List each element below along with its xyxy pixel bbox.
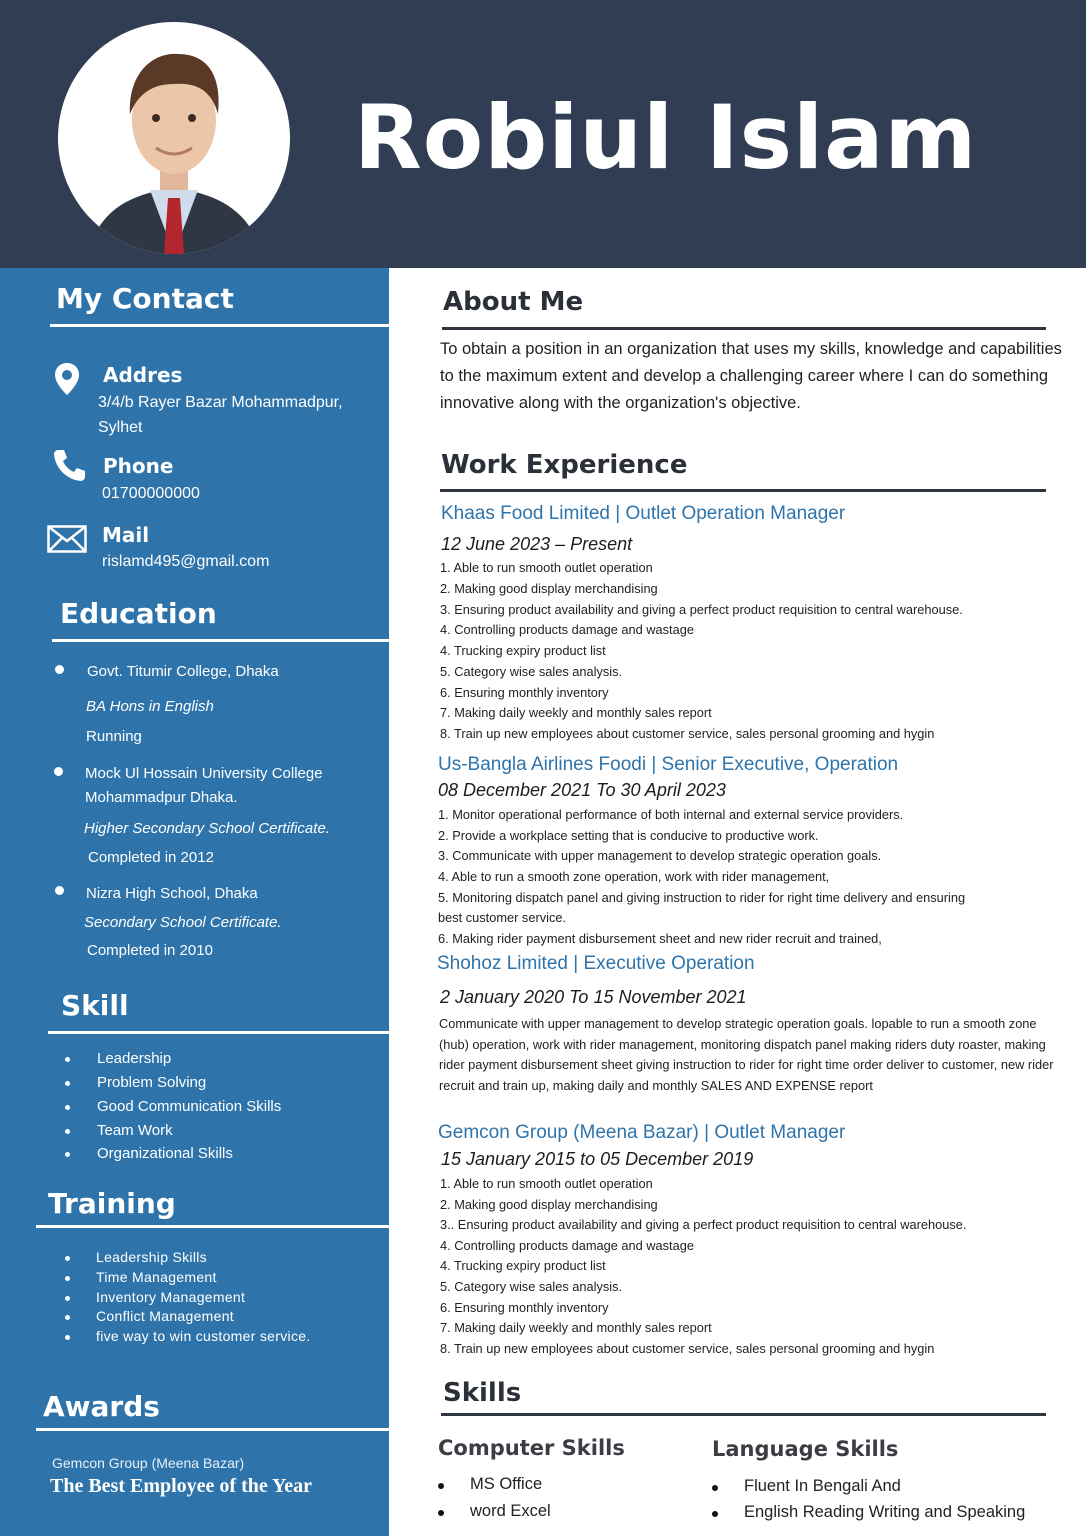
training-item: Time Management: [96, 1269, 217, 1285]
job-duty: 4. Controlling products damage and wastage: [440, 1238, 694, 1253]
job-duty: 5. Category wise sales analysis.: [440, 664, 623, 679]
training-heading: Training: [48, 1187, 176, 1220]
awards-divider: [36, 1428, 389, 1431]
training-item: Conflict Management: [96, 1308, 234, 1324]
skill-bullet: [65, 1105, 70, 1110]
job-duty: 4. Controlling products damage and wastage: [440, 622, 694, 637]
phone-label: Phone: [103, 454, 174, 478]
contact-heading: My Contact: [56, 282, 234, 315]
edu-institution: Govt. Titumir College, Dhaka: [87, 663, 279, 680]
language-skill-bullet: [712, 1511, 718, 1517]
skill-bullet: [65, 1081, 70, 1086]
training-item: Inventory Management: [96, 1289, 246, 1305]
skill-item: Problem Solving: [97, 1074, 207, 1091]
training-bullet: [65, 1276, 70, 1281]
training-divider: [36, 1225, 389, 1228]
education-bullet: [55, 665, 64, 674]
skill-heading: Skill: [61, 989, 129, 1022]
edu-status: Completed in 2010: [87, 942, 213, 959]
job-title: Gemcon Group (Meena Bazar) | Outlet Manager: [438, 1122, 846, 1143]
computer-skill-item: MS Office: [470, 1475, 543, 1493]
address-line1: 3/4/b Rayer Bazar Mohammadpur,: [98, 394, 343, 411]
skill-bullet: [65, 1129, 70, 1134]
job-duty: best customer service.: [438, 910, 567, 925]
language-skill-item: Fluent In Bengali And: [744, 1477, 901, 1495]
phone-icon: [52, 448, 88, 482]
job-duty: 8. Train up new employees about customer service, sales personal grooming and hygin: [440, 726, 935, 741]
header-banner: [0, 0, 1086, 268]
computer-skill-bullet: [438, 1510, 444, 1516]
computer-skills-heading: Computer Skills: [438, 1436, 625, 1460]
skill-bullet: [65, 1152, 70, 1157]
person-avatar-icon: [58, 22, 290, 254]
skills-heading: Skills: [443, 1378, 522, 1408]
skill-bullet: [65, 1057, 70, 1062]
education-bullet: [54, 767, 63, 776]
location-pin-icon: [54, 362, 80, 396]
job-date: 15 January 2015 to 05 December 2019: [441, 1149, 754, 1169]
mail-icon: [47, 525, 87, 553]
skill-item: Team Work: [97, 1122, 173, 1139]
contact-divider: [50, 324, 389, 327]
candidate-name: Robiul Islam: [354, 86, 978, 189]
address-label: Addres: [103, 363, 183, 387]
job-duty: 4. Trucking expiry product list: [440, 643, 606, 658]
skills-divider: [441, 1413, 1046, 1416]
edu-status: Completed in 2012: [88, 849, 214, 866]
training-item: five way to win customer service.: [96, 1328, 311, 1344]
training-bullet: [65, 1315, 70, 1320]
about-divider: [442, 327, 1046, 330]
job-duty: 6. Ensuring monthly inventory: [440, 685, 609, 700]
job-duty: 1. Able to run smooth outlet operation: [440, 560, 653, 575]
work-heading: Work Experience: [441, 450, 688, 480]
job-duty: 3.. Ensuring product availability and giving a perfect product requisition to central warehouse.: [440, 1217, 967, 1232]
job-date: 12 June 2023 – Present: [441, 534, 633, 554]
computer-skill-item: word Excel: [470, 1502, 551, 1520]
job-duty: 2. Making good display merchandising: [440, 1197, 658, 1212]
award-title: The Best Employee of the Year: [50, 1475, 312, 1497]
edu-institution: Nizra High School, Dhaka: [86, 885, 258, 902]
skill-item: Leadership: [97, 1050, 172, 1067]
education-bullet: [55, 886, 64, 895]
skill-item: Organizational Skills: [97, 1145, 233, 1162]
education-heading: Education: [60, 597, 217, 630]
edu-status: Running: [86, 728, 142, 745]
training-bullet: [65, 1256, 70, 1261]
profile-photo: [58, 22, 290, 254]
language-skills-heading: Language Skills: [712, 1437, 899, 1461]
edu-degree: BA Hons in English: [86, 698, 214, 715]
edu-institution-line2: Mohammadpur Dhaka.: [85, 789, 238, 806]
job-duty: 4. Able to run a smooth zone operation, work with rider management,: [438, 869, 830, 884]
job-date: 2 January 2020 To 15 November 2021: [440, 987, 747, 1007]
mail-label: Mail: [102, 523, 150, 547]
job-duty: 5. Monitoring dispatch panel and giving instruction to rider for right time delivery and ensuring: [438, 890, 966, 905]
job-title: Khaas Food Limited | Outlet Operation Manager: [441, 503, 846, 524]
job-duty: 8. Train up new employees about customer service, sales personal grooming and hygin: [440, 1341, 935, 1356]
job-description: Communicate with upper management to develop strategic operation goals. lopable to run a smooth zone (hub) operation, work with rider management, monitoring dispatch panel making riders duty roaster, making rider payment disbursement sheet giving instruction to rider for right time order deliver to customer, new rider recruit and train up, making daily and monthly SALES AND EXPENSE report: [439, 1016, 1054, 1094]
language-skill-bullet: [712, 1485, 718, 1491]
computer-skill-bullet: [438, 1483, 444, 1489]
edu-institution: Mock Ul Hossain University College: [85, 765, 323, 782]
skill-divider: [48, 1031, 389, 1034]
job-duty: 1. Monitor operational performance of both internal and external service providers.: [438, 807, 904, 822]
award-organization: Gemcon Group (Meena Bazar): [52, 1455, 245, 1471]
job-duty: 4. Trucking expiry product list: [440, 1258, 606, 1273]
education-divider: [52, 639, 389, 642]
email-address[interactable]: rislamd495@gmail.com: [102, 553, 270, 570]
skill-item: Good Communication Skills: [97, 1098, 282, 1115]
job-duty: 7. Making daily weekly and monthly sales report: [440, 1320, 712, 1335]
job-duty: 1. Able to run smooth outlet operation: [440, 1176, 653, 1191]
job-title: Shohoz Limited | Executive Operation: [437, 953, 755, 974]
job-duty: 5. Category wise sales analysis.: [440, 1279, 623, 1294]
job-duty: 6. Making rider payment disbursement sheet and new rider recruit and trained,: [438, 931, 882, 946]
training-bullet: [65, 1335, 70, 1340]
training-item: Leadership Skills: [96, 1249, 207, 1265]
job-title: Us-Bangla Airlines Foodi | Senior Executive, Operation: [438, 754, 899, 775]
edu-degree: Higher Secondary School Certificate.: [84, 820, 330, 837]
awards-heading: Awards: [43, 1390, 160, 1423]
phone-number: 01700000000: [102, 485, 200, 502]
work-divider: [440, 489, 1046, 492]
job-duty: 3. Ensuring product availability and giving a perfect product requisition to central warehouse.: [440, 602, 963, 617]
about-heading: About Me: [443, 287, 584, 317]
job-date: 08 December 2021 To 30 April 2023: [438, 780, 726, 800]
edu-degree: Secondary School Certificate.: [84, 914, 282, 931]
language-skill-item: English Reading Writing and Speaking: [744, 1503, 1026, 1521]
about-text: To obtain a position in an organization that uses my skills, knowledge and capabilities to the maximum extent and develop a challenging career where I can do something innovative along with the organization's objective.: [440, 340, 1062, 412]
job-duty: 2. Making good display merchandising: [440, 581, 658, 596]
job-duty: 7. Making daily weekly and monthly sales report: [440, 705, 712, 720]
job-duty: 2. Provide a workplace setting that is conducive to productive work.: [438, 828, 819, 843]
training-bullet: [65, 1296, 70, 1301]
job-duty: 3. Communicate with upper management to develop strategic operation goals.: [438, 848, 882, 863]
address-line2: Sylhet: [98, 419, 143, 436]
job-duty: 6. Ensuring monthly inventory: [440, 1300, 609, 1315]
